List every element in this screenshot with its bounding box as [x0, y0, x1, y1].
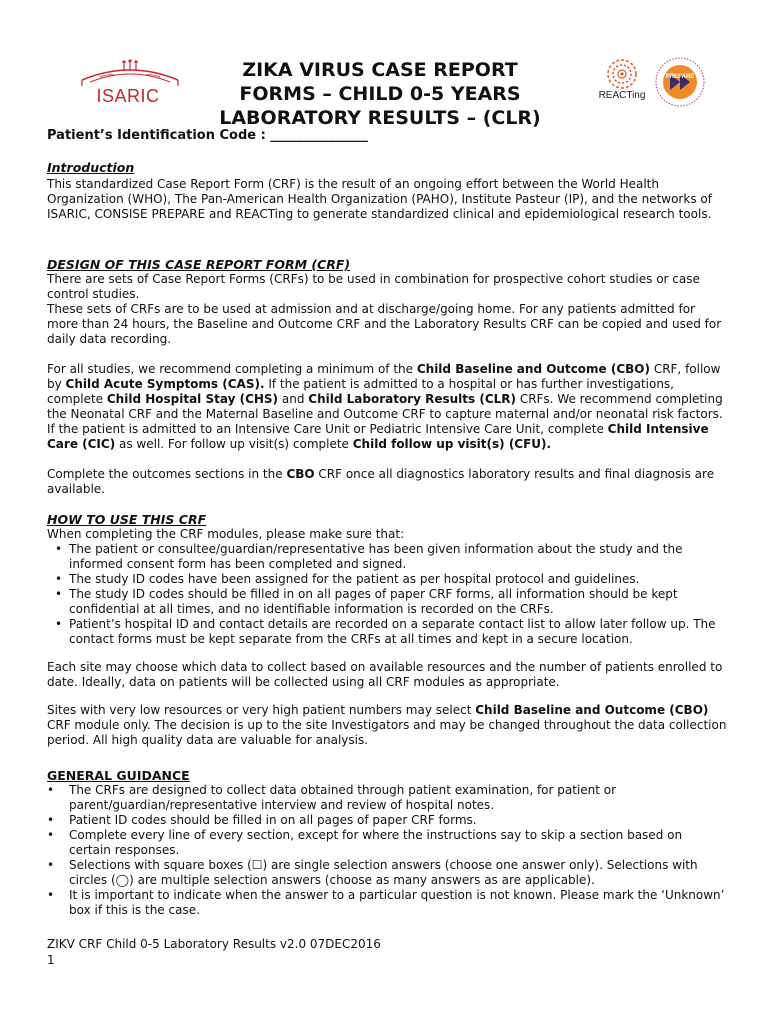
list-item: • The study ID codes should be filled in on all pages of paper CRF forms, all information should be kept confidential at all times, and no identifiable information is recorded on the CRFs.: [47, 587, 727, 617]
list-item: • The CRFs are designed to collect data obtained through patient examination, for patient or parent/guardian/representative interview and review of hospital notes.: [47, 783, 727, 813]
introduction-section: [47, 160, 727, 222]
list-item: • It is important to indicate when the answer to a particular question is not known. Please mark the ‘Unknown’ box if this is the case.: [47, 888, 727, 918]
footer-page-number: 1: [47, 953, 55, 967]
prepare-badge-text: PREPARE: [665, 74, 695, 80]
howto-para-site: Each site may choose which data to collect based on available resources and the number of patients enrolled to date. Ideally, data on patients will be collected using all CRF modules as appropriate.: [47, 660, 723, 689]
list-item: • Selections with square boxes (☐) are single selection answers (choose one answer only). Selections with circles (◯) are multiple selection answers (choose as many answers as are applicable).: [47, 858, 727, 888]
design-para-1: There are sets of Case Report Forms (CRFs) to be used in combination for prospective cohort studies or case control studies.: [47, 272, 700, 301]
footer-version: ZIKV CRF Child 0-5 Laboratory Results v2.0 07DEC2016: [47, 937, 381, 951]
list-item: • The patient or consultee/guardian/representative has been given information about the study and the informed consent form has been completed and signed.: [47, 542, 727, 572]
page-footer: [47, 936, 381, 968]
prepare-logo: [654, 56, 706, 108]
isaric-logo-text: ISARIC: [96, 86, 160, 106]
prepare-badge-icon: [654, 56, 706, 108]
page-title: [150, 58, 610, 130]
list-item: • The study ID codes have been assigned for the patient as per hospital protocol and guidelines.: [47, 572, 727, 587]
design-para-3: For all studies, we recommend completing a minimum of the Child Baseline and Outcome (CBO) CRF, follow by Child Acute Symptoms (CAS). If the patient is admitted to a hospital or has further investigations, complete Child Hospital Stay (CHS) and Child Laboratory Results (CLR) CRFs. We recommend completing the Neonatal CRF and the Maternal Baseline and Outcome CRF to capture maternal and/or neonatal risk factors. If the patient is admitted to an Intensive Care Unit or Pediatric Intensive Care Unit, complete Child Intensive Care (CIC) as well. For follow up visit(s) complete Child follow up visit(s) (CFU).: [47, 362, 723, 451]
design-para-2: These sets of CRFs are to be used at admission and at discharge/going home. For any patients admitted for more than 24 hours, the Baseline and Outcome CRF and the Laboratory Results CRF can be copied and used for daily data recording.: [47, 302, 722, 346]
design-section: [47, 257, 727, 497]
howto-section: [47, 512, 727, 748]
title-line-2: FORMS – CHILD 0-5 YEARS: [239, 83, 521, 105]
list-item: • Complete every line of every section, except for where the instructions say to skip a section based on certain responses.: [47, 828, 727, 858]
howto-para-low-resource: Sites with very low resources or very high patient numbers may select Child Baseline and Outcome (CBO) CRF module only. The decision is up to the site Investigators and may be changed throughout the data collection period. All high quality data are valuable for analysis.: [47, 703, 727, 747]
introduction-body: This standardized Case Report Form (CRF) is the result of an ongoing effort between the World Health Organization (WHO), The Pan-American Health Organization (PAHO), Institute Pasteur (IP), and the networks of ISARIC, CONSISE PREPARE and REACTing to generate standardized clinical and epidemiological research tools.: [47, 177, 712, 221]
introduction-heading: Introduction: [47, 160, 135, 175]
howto-intro: When completing the CRF modules, please make sure that:: [47, 527, 405, 541]
guidance-bullet-list: [47, 783, 727, 918]
reacting-logo: [596, 58, 648, 104]
list-item: • Patient ID codes should be filled in on all pages of paper CRF forms.: [47, 813, 727, 828]
howto-heading: HOW TO USE THIS CRF: [47, 512, 207, 527]
guidance-heading: GENERAL GUIDANCE: [47, 768, 190, 783]
list-item: • Patient’s hospital ID and contact details are recorded on a separate contact list to allow later follow up. The contact forms must be kept separate from the CRFs at all times and kept in a secure location.: [47, 617, 727, 647]
patient-id-label: Patient’s Identification Code : _______________: [47, 128, 368, 143]
reacting-swirl-icon: [596, 58, 648, 90]
design-heading: DESIGN OF THIS CASE REPORT FORM (CRF): [47, 257, 351, 272]
howto-bullet-list: [47, 542, 727, 647]
reacting-logo-text: REACTing: [598, 90, 646, 101]
title-line-1: ZIKA VIRUS CASE REPORT: [242, 59, 518, 81]
design-para-4: Complete the outcomes sections in the CBO CRF once all diagnostics laboratory results and final diagnosis are available.: [47, 467, 715, 496]
title-line-3: LABORATORY RESULTS – (CLR): [219, 107, 541, 129]
guidance-section: [47, 768, 727, 918]
